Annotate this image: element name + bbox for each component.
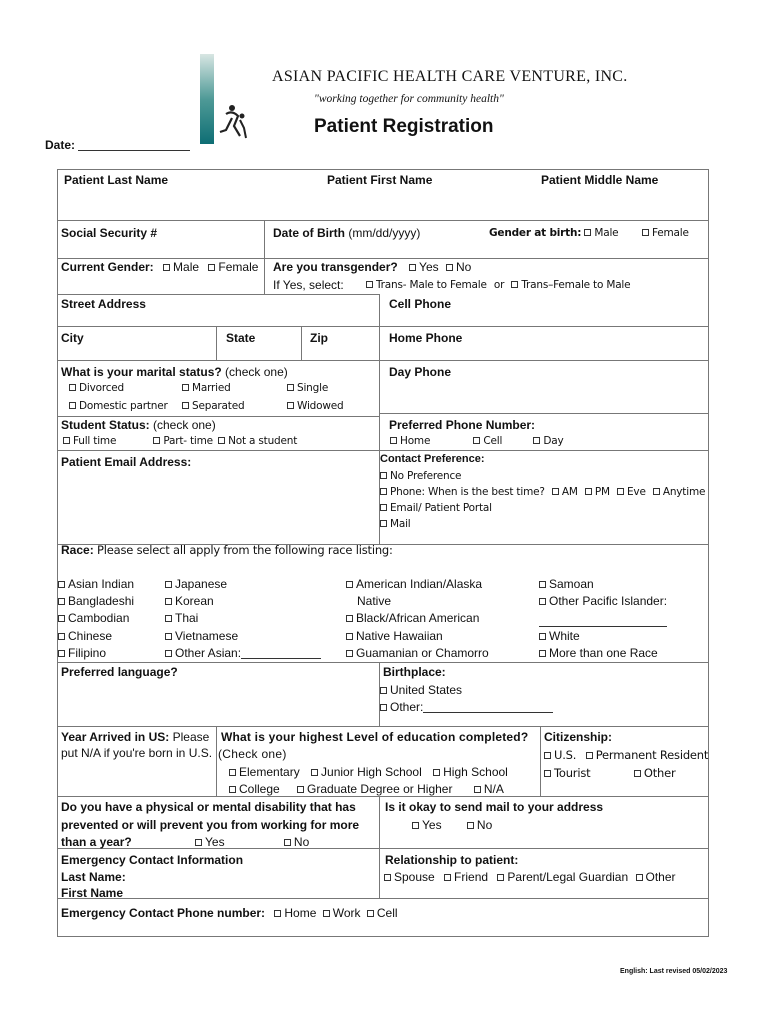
united-states-option: United States [380,683,462,697]
if-yes-label: If Yes, select: [273,278,344,292]
divider [57,220,709,221]
divider [57,326,709,327]
separated-checkbox[interactable] [182,402,189,409]
female-option: Female [642,227,689,239]
checkbox[interactable] [346,581,353,588]
year-arrived-label: Year Arrived in US: Please [61,730,210,744]
tourist-checkbox[interactable] [544,770,551,777]
marital-status-label: What is your marital status? (check one) [61,365,288,379]
female-checkbox[interactable] [642,229,649,236]
checkbox[interactable] [346,650,353,657]
no-preference-option: No Preference [380,470,461,482]
email-label: Patient Email Address: [61,455,192,469]
junior-high-checkbox[interactable] [311,769,318,776]
race-label: Race: Please select all apply from the following race listing: [61,543,393,557]
email-portal-checkbox[interactable] [380,504,387,511]
emergency-work-checkbox[interactable] [323,910,330,917]
checkbox[interactable] [58,598,65,605]
divider [379,796,380,898]
united-states-checkbox[interactable] [380,687,387,694]
other-birthplace-option: Other: [380,700,553,714]
trans-options: Trans- Male to Female or Trans–Female to Male [366,279,630,291]
race-cambodian: Cambodian [58,611,129,625]
checkbox[interactable] [539,650,546,657]
other-asian-field[interactable] [241,658,321,659]
male-checkbox[interactable] [163,264,170,271]
preferred-phone-options: Home Cell Day [390,435,563,447]
married-option: Married [182,382,231,394]
race-japanese: Japanese [165,577,227,591]
race-guamanian: Guamanian or Chamorro [346,646,489,660]
transgender-question: Are you transgender? Yes No [273,260,472,274]
ssn-label: Social Security # [61,226,158,240]
pm-checkbox[interactable] [585,488,592,495]
widowed-checkbox[interactable] [287,402,294,409]
student-status-label: Student Status: (check one) [61,418,216,432]
checkbox[interactable] [165,650,172,657]
other-citizenship-checkbox[interactable] [634,770,641,777]
gender-at-birth: Gender at birth: Male [489,227,619,239]
female-checkbox[interactable] [208,264,215,271]
checkbox[interactable] [539,598,546,605]
single-checkbox[interactable] [287,384,294,391]
divider [57,294,379,295]
divider [216,326,217,360]
race-white: White [539,629,580,643]
mail-option: Mail [380,518,411,530]
contact-preference-label: Contact Preference: [380,453,485,465]
trans-mtf-checkbox[interactable] [366,281,373,288]
trans-ftm-checkbox[interactable] [511,281,518,288]
graduate-checkbox[interactable] [297,786,304,793]
race-samoan: Samoan [539,577,594,591]
divider [264,220,265,258]
other-relationship-checkbox[interactable] [636,874,643,881]
race-american-indian: American Indian/Alaska [346,577,482,591]
divider [57,360,709,361]
divider [379,450,709,451]
checkbox[interactable] [165,581,172,588]
domestic-option: Domestic partner [69,400,168,412]
race-black: Black/African American [346,611,479,625]
date-label: Date: [45,138,190,152]
checkbox[interactable] [58,650,65,657]
phone-best-option: Phone: When is the best time? AM PM Eve Anytime [380,486,705,498]
divorced-option: Divorced [69,382,124,394]
street-address-label: Street Address [61,297,146,311]
relationship-options: Spouse Friend Parent/Legal Guardian Other [384,870,676,884]
cell-phone-label: Cell Phone [389,297,452,311]
day-checkbox[interactable] [533,437,540,444]
day-phone-label: Day Phone [389,365,452,379]
disability-question-3: than a year? [61,835,132,849]
cell-checkbox[interactable] [473,437,480,444]
preferred-language-label: Preferred language? [61,665,178,679]
am-checkbox[interactable] [552,488,559,495]
education-row-1: Elementary Junior High School High School [229,765,508,779]
permanent-resident-checkbox[interactable] [586,752,593,759]
checkbox[interactable] [58,615,65,622]
high-school-checkbox[interactable] [433,769,440,776]
divider [301,326,302,360]
mail-question: Is it okay to send mail to your address [385,800,604,814]
revision-footer: English: Last revised 05/02/2023 [620,968,728,975]
checkbox[interactable] [346,615,353,622]
married-checkbox[interactable] [182,384,189,391]
domestic-checkbox[interactable] [69,402,76,409]
part-time-checkbox[interactable] [153,437,160,444]
checkbox[interactable] [58,633,65,640]
emergency-last-name-label: Last Name: [61,870,126,884]
race-other-asian: Other Asian: [165,646,321,660]
yes-checkbox[interactable] [409,264,416,271]
race-chinese: Chinese [58,629,112,643]
disability-no-checkbox[interactable] [284,839,291,846]
student-options: Full time Part- time Not a student [63,435,297,447]
checkbox[interactable] [58,581,65,588]
other-birthplace-checkbox[interactable] [380,704,387,711]
divider [57,416,379,417]
na-checkbox[interactable] [474,786,481,793]
other-birthplace-field[interactable] [423,712,553,713]
divider [57,848,709,849]
emergency-cell-checkbox[interactable] [367,910,374,917]
no-preference-checkbox[interactable] [380,472,387,479]
widowed-option: Widowed [287,400,343,412]
logo-graphic [200,52,248,146]
organization-name: ASIAN PACIFIC HEALTH CARE VENTURE, INC. [272,68,628,85]
anytime-checkbox[interactable] [653,488,660,495]
divider [540,726,541,796]
education-check-one: (Check one) [218,747,287,761]
citizenship-row-2: Tourist Other [544,766,676,780]
race-native-hawaiian: Native Hawaiian [346,629,443,643]
separated-option: Separated [182,400,244,412]
race-more-than-one: More than one Race [539,646,658,660]
checkbox[interactable] [165,615,172,622]
city-label: City [61,331,84,345]
friend-checkbox[interactable] [444,874,451,881]
disability-question-1: Do you have a physical or mental disability that has [61,800,356,814]
checkbox[interactable] [539,633,546,640]
race-native: Native [357,594,392,608]
mail-no-checkbox[interactable] [467,822,474,829]
birthplace-label: Birthplace: [383,665,446,679]
dob-label: Date of Birth (mm/dd/yyyy) [273,226,421,240]
divider [57,898,709,899]
race-bangladeshi: Bangladeshi [58,594,134,608]
emergency-home-checkbox[interactable] [274,910,281,917]
preferred-phone-label: Preferred Phone Number: [389,418,536,432]
divorced-checkbox[interactable] [69,384,76,391]
not-student-checkbox[interactable] [218,437,225,444]
organization-tagline: "working together for community health" [314,93,504,105]
current-gender: Current Gender: Male Female [61,260,259,274]
checkbox[interactable] [346,633,353,640]
mail-options: Yes No [412,818,492,832]
spouse-checkbox[interactable] [384,874,391,881]
education-row-2: College Graduate Degree or Higher N/A [229,782,504,796]
mail-checkbox[interactable] [380,520,387,527]
divider [379,413,709,414]
zip-label: Zip [310,331,328,345]
relationship-label: Relationship to patient: [385,853,519,867]
emergency-contact-label: Emergency Contact Information [61,853,244,867]
disability-options: Yes No [195,835,309,849]
elementary-checkbox[interactable] [229,769,236,776]
college-checkbox[interactable] [229,786,236,793]
state-label: State [226,331,256,345]
education-label: What is your highest Level of education completed? [221,730,529,744]
checkbox[interactable] [165,633,172,640]
checkbox[interactable] [539,581,546,588]
divider [57,258,709,259]
race-korean: Korean [165,594,214,608]
divider [264,258,265,294]
race-vietnamese: Vietnamese [165,629,238,643]
no-checkbox[interactable] [446,264,453,271]
other-pacific-field[interactable] [539,612,667,630]
race-other-pacific: Other Pacific Islander: [539,594,667,608]
phone-checkbox[interactable] [380,488,387,495]
disability-yes-checkbox[interactable] [195,839,202,846]
home-phone-label: Home Phone [389,331,463,345]
race-asian-indian: Asian Indian [58,577,134,591]
eve-checkbox[interactable] [617,488,624,495]
divider [57,662,709,663]
divider [57,450,379,451]
full-time-checkbox[interactable] [63,437,70,444]
mail-yes-checkbox[interactable] [412,822,419,829]
race-thai: Thai [165,611,198,625]
page-title: Patient Registration [314,116,494,137]
emergency-first-name-label: First Name [61,886,124,900]
first-name-label: Patient First Name [327,173,433,187]
divider [216,726,217,796]
divider [57,726,709,727]
single-option: Single [287,382,328,394]
date-field[interactable] [78,150,190,151]
last-name-label: Patient Last Name [64,173,169,187]
citizenship-row-1: U.S. Permanent Resident [544,748,708,762]
race-filipino: Filipino [58,646,106,660]
male-checkbox[interactable] [584,229,591,236]
home-checkbox[interactable] [390,437,397,444]
us-citizen-checkbox[interactable] [544,752,551,759]
email-portal-option: Email/ Patient Portal [380,502,492,514]
divider [57,796,709,797]
middle-name-label: Patient Middle Name [541,173,659,187]
citizenship-label: Citizenship: [544,730,612,744]
guardian-checkbox[interactable] [497,874,504,881]
checkbox[interactable] [165,598,172,605]
born-in-us-note: put N/A if you're born in U.S. [61,746,213,760]
emergency-phone: Emergency Contact Phone number: Home Work Cell [61,906,398,920]
disability-question-2: prevented or will prevent you from working for more [61,818,360,832]
